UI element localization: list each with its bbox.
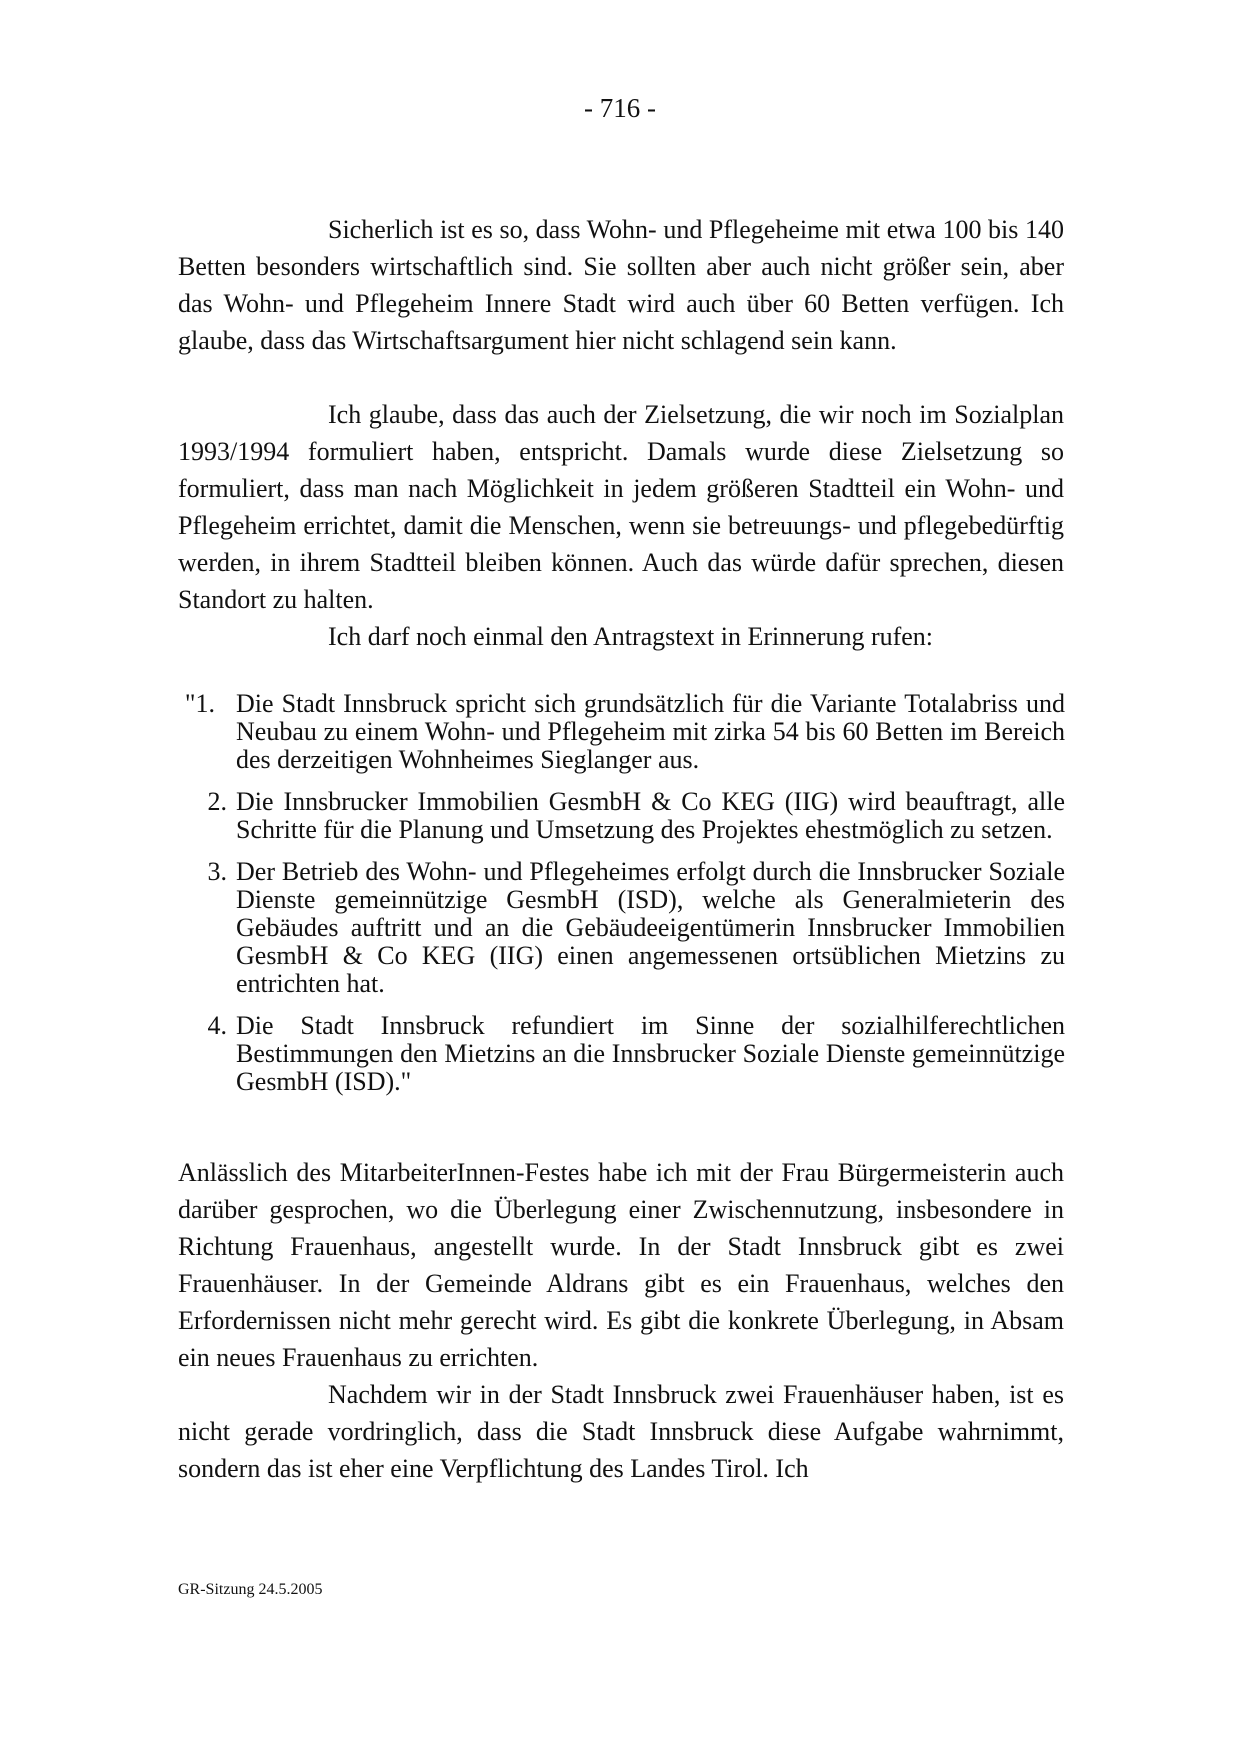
motion-list — [175, 690, 1065, 1096]
motion-item — [175, 858, 1065, 998]
motion-item-number: 4. — [207, 1011, 227, 1040]
paragraph-motion-intro: Ich darf noch einmal den Antragstext in Erinnerung rufen: — [328, 622, 934, 651]
motion-item-text: Die Stadt Innsbruck refundiert im Sinne der sozialhilferechtlichen Bestimmungen den Mietzins an die Innsbrucker Soziale Dienste gemeinnützige GesmbH (ISD)." — [236, 1011, 1065, 1096]
motion-item-number: 3. — [207, 857, 227, 886]
motion-item-text: Der Betrieb des Wohn- und Pflegeheimes erfolgt durch die Innsbrucker Soziale Dienste gemeinnützige GesmbH (ISD), welche als Generalmieterin des Gebäudes auftritt und an die Gebäudeeigentümerin Innsbrucker Immobilien GesmbH & Co KEG (IIG) einen angemessenen ortsüblichen Mietzins zu entrichten hat. — [236, 857, 1065, 998]
motion-item — [175, 690, 1065, 774]
motion-item — [175, 788, 1065, 844]
paragraph-state-obligation: Nachdem wir in der Stadt Innsbruck zwei Frauenhäuser haben, ist es nicht gerade vordringlich, dass die Stadt Innsbruck diese Aufgabe wahrnimmt, sondern das ist eher eine Verpflichtung des Landes Tirol. Ich — [178, 1380, 1064, 1483]
paragraph-social-plan: Ich glaube, dass das auch der Zielsetzung, die wir noch im Sozialplan 1993/1994 formuliert haben, entspricht. Damals wurde diese Zielsetzung so formuliert, dass man nach Möglichkeit in jedem größeren Stadtteil ein Wohn- und Pflegeheim errichtet, damit die Menschen, wenn sie betreuungs- und pflegebedürftig werden, in ihrem Stadtteil bleiben können. Auch das würde dafür sprechen, diesen Standort zu halten. — [178, 400, 1064, 614]
page-number: - 716 - — [584, 93, 656, 123]
paragraph-womens-shelter: Anlässlich des MitarbeiterInnen-Festes habe ich mit der Frau Bürgermeisterin auch darüber gesprochen, wo die Überlegung einer Zwischennutzung, insbesondere in Richtung Frauenhaus, angestellt wurde. In der Stadt Innsbruck gibt es zwei Frauenhäuser. In der Gemeinde Aldrans gibt es ein Frauenhaus, welches den Erfordernissen nicht mehr gerecht wird. Es gibt die konkrete Überlegung, in Absam ein neues Frauenhaus zu errichten. — [178, 1158, 1064, 1372]
paragraph-economy: Sicherlich ist es so, dass Wohn- und Pflegeheime mit etwa 100 bis 140 Betten besonders wirtschaftlich sind. Sie sollten aber auch nicht größer sein, aber das Wohn- und Pflegeheim Innere Stadt wird auch über 60 Betten verfügen. Ich glaube, dass das Wirtschaftsargument hier nicht schlagend sein kann. — [178, 215, 1064, 355]
motion-item-number: 2. — [207, 787, 227, 816]
motion-item-text: Die Innsbrucker Immobilien GesmbH & Co KEG (IIG) wird beauftragt, alle Schritte für die Planung und Umsetzung des Projektes ehestmöglich zu setzen. — [236, 787, 1065, 844]
motion-item-number: "1. — [184, 689, 215, 718]
motion-item-text: Die Stadt Innsbruck spricht sich grundsätzlich für die Variante Totalabriss und Neubau zu einem Wohn- und Pflegeheim mit zirka 54 bis 60 Betten im Bereich des derzeitigen Wohnheimes Sieglanger aus. — [236, 689, 1065, 774]
motion-item — [175, 1012, 1065, 1096]
footer-session-date: GR-Sitzung 24.5.2005 — [178, 1581, 323, 1598]
